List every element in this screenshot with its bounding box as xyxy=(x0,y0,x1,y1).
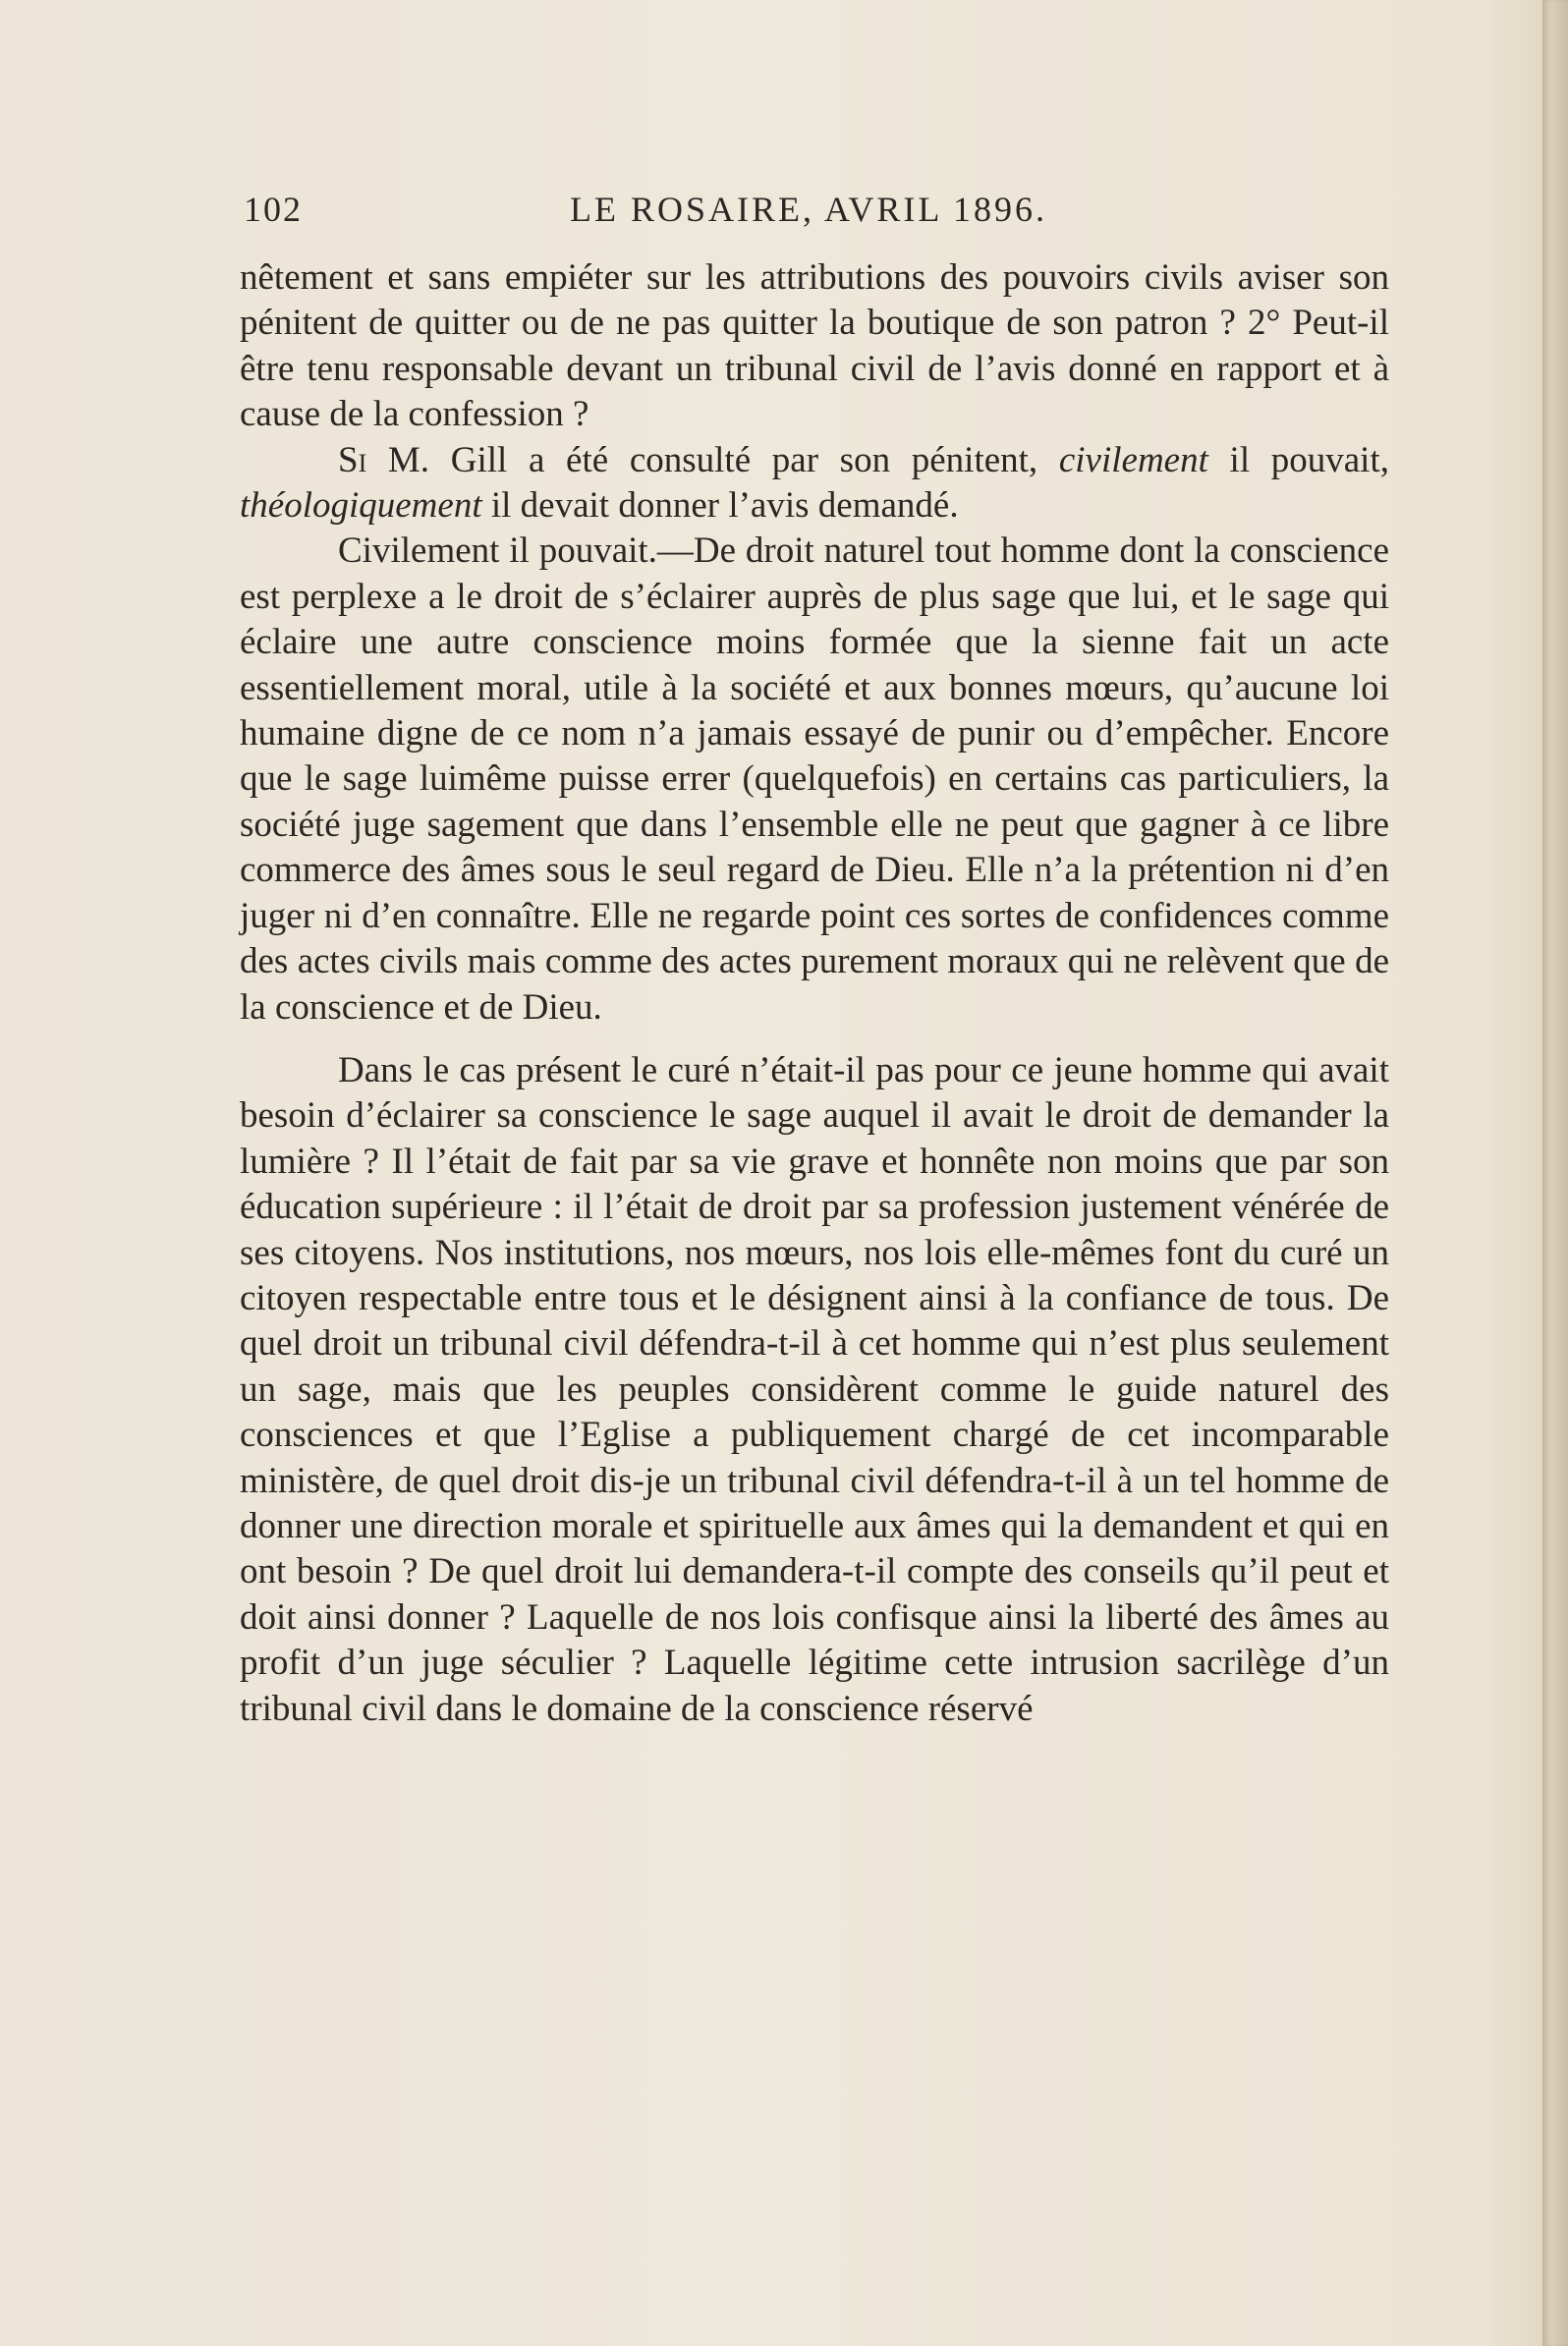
paragraph-civilement: Civilement il pouvait.—De droit naturel tout homme dont la conscience est perplexe a le droit de s’éclairer auprès de plus sage que lui, et le sage qui éclaire une autre conscience moins formée que la sienne fait un acte essentiellement moral, utile à la société et aux bonnes mœurs, qu’aucune loi humaine digne de ce nom n’a jamais essayé de punir ou d’empêcher. Encore que le sage luimême puisse errer (quelquefois) en certains cas particuliers, la société juge sagement que dans l’ensemble elle ne peut que gagner à ce libre commerce des âmes sous le seul regard de Dieu. Elle n’a la prétention ni d’en juger ni d’en connaître. Elle ne regarde point ces sortes de confidences comme des actes civils mais comme des actes purement moraux qui ne relèvent que de la conscience et de Dieu. xyxy=(240,531,1389,1028)
paragraph-cas-present: Dans le cas présent le curé n’était-il pas pour ce jeune homme qui avait besoin d’éclairer sa conscience le sage auquel il avait le droit de demander la lumière ? Il l’était de fait par sa vie grave et honnête non moins que par son éducation supérieure : il l’était de droit par sa profession justement vénérée de ses citoyens. Nos institutions, nos mœurs, nos lois elle-mêmes font du curé un citoyen respectable entre tous et le désignent ainsi à la confiance de tous. De quel droit un tribunal civil défendra-t-il à cet homme qui n’est plus seulement un sage, mais que les peuples considèrent comme le guide naturel des consciences et que l’Eglise a publiquement chargé de cet incomparable ministère, de quel droit dis-je un tribunal civil défendra-t-il à un tel homme de donner une direction morale et spirituelle aux âmes qui la demandent et qui en ont besoin ? De quel droit lui demandera-t-il compte des conseils qu’il peut et doit ainsi donner ? Laquelle de nos lois confisque ainsi la liberté des âmes au profit d’un juge séculier ? Laquelle légitime cette intrusion sacrilège d’un tribunal civil dans le domaine de la conscience réservé xyxy=(240,1049,1389,1729)
paragraph-gill xyxy=(240,438,1389,530)
page-edge xyxy=(1542,0,1568,2346)
paragraph-continuation: nêtement et sans empiéter sur les attributions des pouvoirs civils aviser son pénitent de quitter ou de ne pas quitter la boutique de son patron ? 2° Peut-il être tenu responsable devant un tribunal civil de l’avis donné en rapport et à cause de la confession ? xyxy=(240,257,1389,435)
page-number: 102 xyxy=(244,190,303,229)
small-caps-lead: Si xyxy=(338,439,367,480)
italic-theologiquement: théologiquement xyxy=(240,485,482,527)
text-run: il devait donner l’avis demandé. xyxy=(481,485,959,527)
text-run: M. Gill a été consulté par son pénitent, xyxy=(366,439,1059,480)
running-title: LE ROSAIRE, AVRIL 1896. xyxy=(570,190,1048,229)
text-run: il pouvait, xyxy=(1207,439,1389,480)
body-text xyxy=(240,255,1389,1732)
italic-civilement: civilement xyxy=(1058,439,1208,480)
page-header xyxy=(244,189,1069,236)
